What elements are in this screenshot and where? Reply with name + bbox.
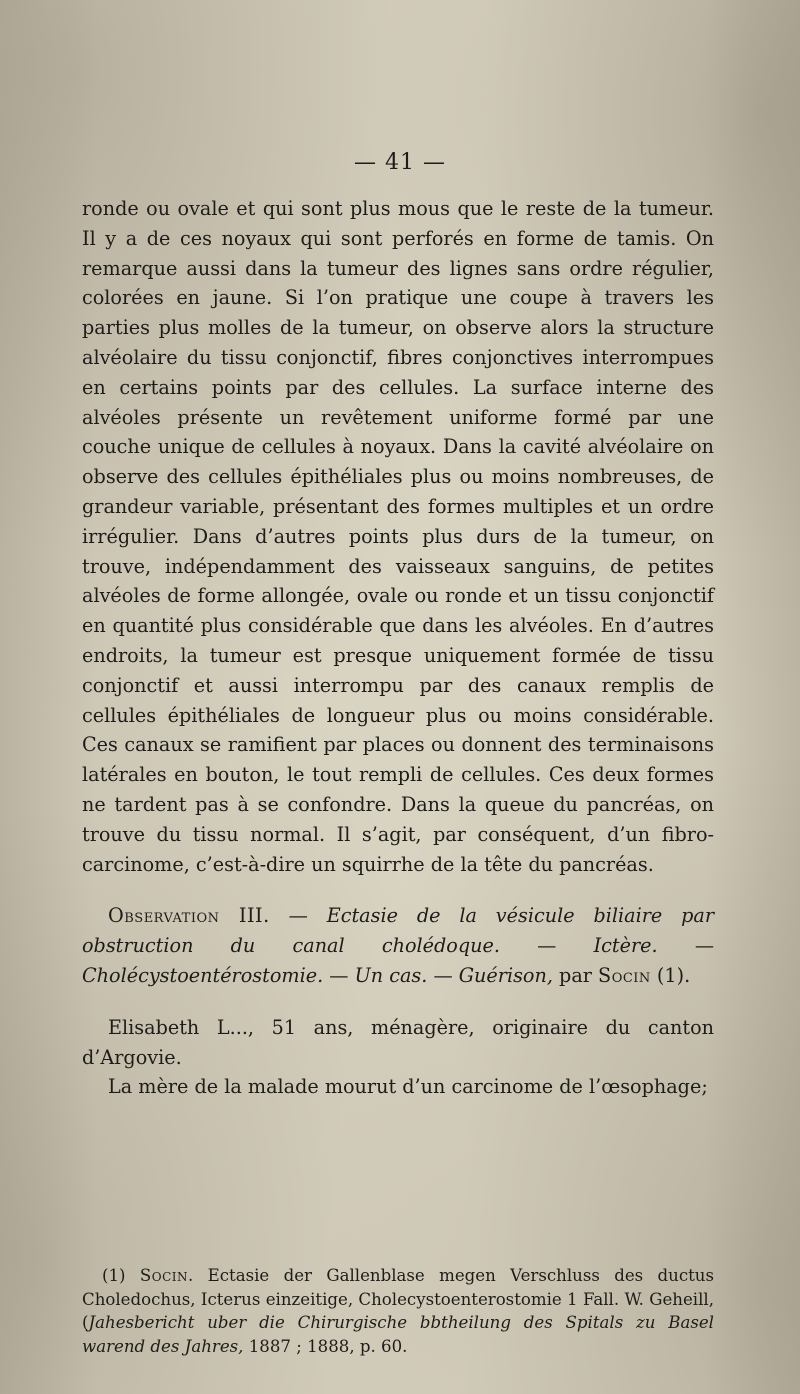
footnote-source-title: Jahesbericht uber die Chirurgische bbtheilung des Spitals zu Basel warend des Jahres,	[82, 1313, 714, 1356]
separator: —	[323, 963, 355, 987]
patient-history: La mère de la malade mourut d’un carcinome de l’œsophage;	[108, 1075, 708, 1099]
observation-title: Ectasie de la vésicule biliaire par obstruction du canal cholédoque.	[82, 904, 715, 958]
observation-procedure: Cholécystoentérostomie.	[82, 963, 324, 987]
separator: —	[427, 963, 459, 987]
footnote-text	[82, 1264, 714, 1358]
observation-label: Observation III.	[108, 904, 270, 928]
observation-cases: Un cas.	[354, 963, 428, 987]
observation-outcome: Guérison,	[458, 963, 553, 987]
observation-symptom: Ictère.	[593, 934, 658, 958]
separator: —	[499, 934, 594, 958]
by-word: par	[552, 963, 599, 987]
separator: —	[657, 934, 715, 958]
footnote-marker: (1)	[102, 1266, 140, 1285]
separator: —	[269, 904, 327, 928]
page-number: — 41 —	[354, 150, 446, 175]
footnote	[82, 1264, 714, 1358]
patient-intro: Elisabeth L..., 51 ans, ménagère, originaire du canton d’Argovie.	[82, 1015, 714, 1069]
observation-heading	[82, 901, 714, 990]
footnote-citation: 1887 ; 1888, p. 60.	[243, 1336, 408, 1356]
body-text	[82, 194, 714, 1102]
observation-author: Socin	[598, 963, 651, 987]
footnote-body: . Ectasie der Gallenblase megen Verschluss des ductus Choledochus, Icterus einzeitige, Cholecystoenterostomie 1 Fall. W. Geheill, (	[82, 1266, 714, 1332]
footnote-ref: (1).	[650, 963, 691, 987]
footnote-author: Socin	[139, 1266, 188, 1285]
paragraph-tumor-description: ronde ou ovale et qui sont plus mous que le reste de la tumeur. Il y a de ces noyaux qui sont perforés en forme de tamis. On remarque aussi dans la tumeur des lignes sans ordre régulier, colorées en jaune. Si l’on pratique une coupe à travers les parties plus molles de la tumeur, on observe alors la structure alvéolaire du tissu conjonctif, fibres conjonctives interrompues en certains points par des cellules. La surface interne des alvéoles présente un revêtement uniforme formé par une couche unique de cellules à noyaux. Dans la cavité alvéolaire on observe des cellules épithéliales plus ou moins nombreuses, de grandeur variable, présentant des formes multiples et un ordre irrégulier. Dans d’autres points plus durs de la tumeur, on trouve, indépendamment des vaisseaux sanguins, de petites alvéoles de forme allongée, ovale ou ronde et un tissu conjonctif en quantité plus considérable que dans les alvéoles. En d’autres endroits, la tumeur est presque uniquement formée de tissu conjonctif et aussi interrompu par des canaux remplis de cellules épithéliales de longueur plus ou moins considérable. Ces canaux se ramifient par places ou donnent des terminaisons latérales en bouton, le tout rempli de cellules. Ces deux formes ne tardent pas à se confondre. Dans la queue du pancréas, on trouve du tissu normal. Il s’agit, par conséquent, d’un fibro-carcinome, c’est-à-dire un squirrhe de la tête du pancréas.	[82, 197, 714, 876]
